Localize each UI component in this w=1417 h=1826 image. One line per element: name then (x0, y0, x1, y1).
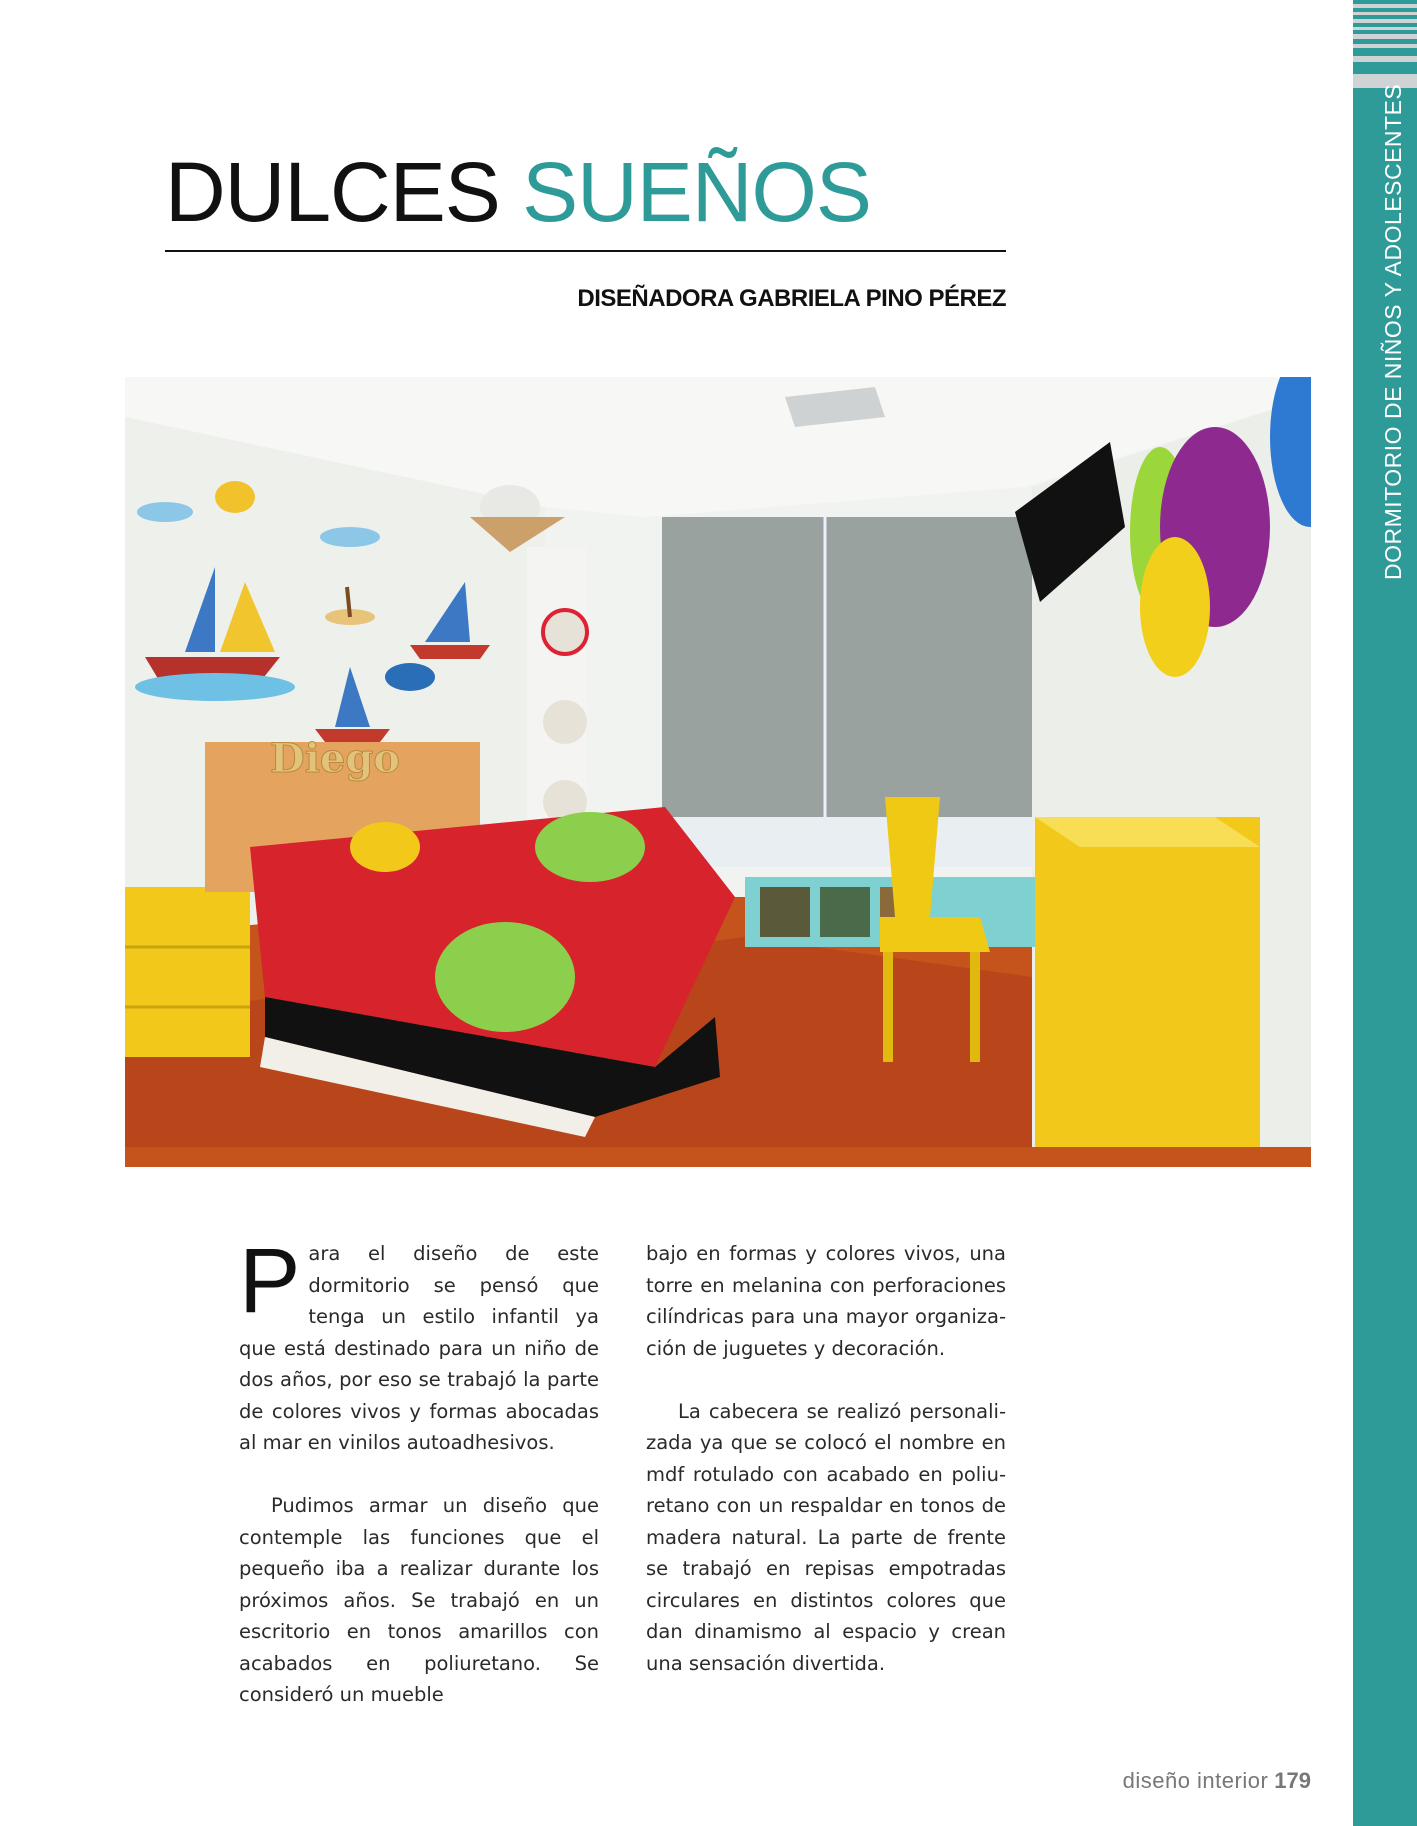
paragraph-text: ara el diseño de este dormitorio se pensó que tenga un estilo infantil ya que está destinado para un niño de dos años, por eso se trabajó la parte de colores vivos y formas abocadas al mar en vinilos autoadhesivos. (239, 1242, 599, 1454)
body-column-2 (646, 1238, 1006, 1679)
designer-credit: DISEÑADORA GABRIELA PINO PÉREZ (577, 285, 1006, 312)
paragraph: La cabecera se realizó personalizada ya que se colocó el nombre en mdf rotulado con acabado en poliuretano con un respaldar en tonos de madera natural. La parte de frente se trabajó en repisas empotradas circulares en distintos colores que dan dinamismo al espacio y crean una sensación divertida. (646, 1399, 1006, 1675)
page-number: 179 (1274, 1768, 1311, 1793)
title-rule (165, 250, 1006, 252)
magazine-name: diseño interior (1122, 1768, 1269, 1793)
band-stripes (1353, 0, 1417, 90)
dropcap: P (239, 1230, 301, 1332)
title-part-2: SUEÑOS (522, 145, 871, 239)
paragraph: bajo en formas y colores vivos, una torre en melanina con perforaciones cilíndricas para una mayor organización de juguetes y decoración. (646, 1242, 1006, 1360)
body-column-1 (239, 1230, 599, 1711)
paragraph: Pudimos armar un diseño que contemple las funciones que el pequeño iba a realizar durante los próximos años. Se trabajó en un escritorio en tonos amarillos con acabados en poliuretano. Se consideró un mueble (239, 1494, 599, 1706)
section-label: DORMITORIO DE NIÑOS Y ADOLESCENTES (1380, 83, 1406, 580)
headboard-name: Diego (270, 735, 400, 782)
article-title (165, 145, 871, 239)
page-footer (1123, 1768, 1311, 1794)
bedroom-photo (125, 377, 1311, 1167)
paragraph (239, 1230, 599, 1459)
title-part-1: DULCES (165, 145, 500, 239)
